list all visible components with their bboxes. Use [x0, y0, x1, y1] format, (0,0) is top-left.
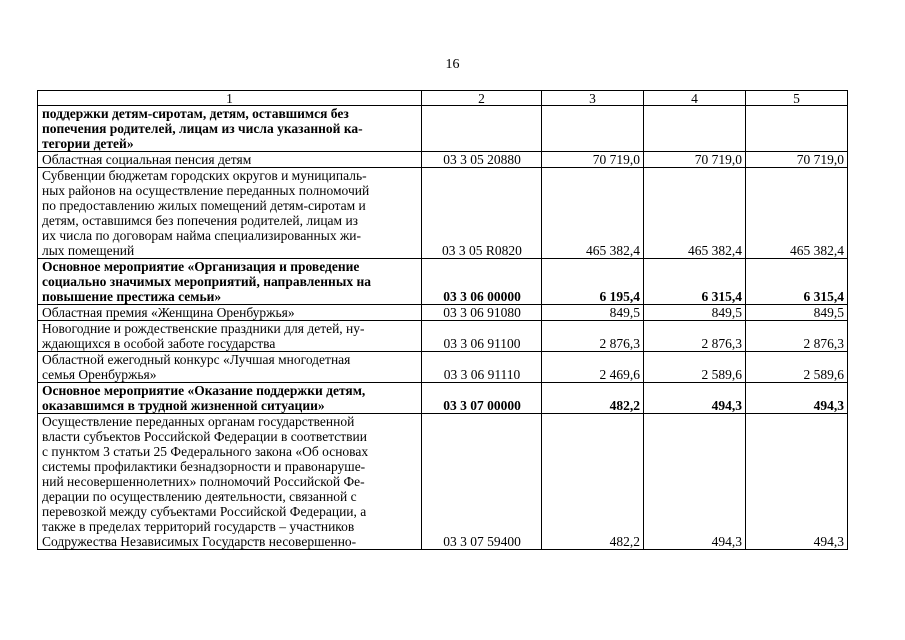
row-name: Основное мероприятие «Оказание поддержки детям, оказавшимся в трудной жизненной ситуации»	[38, 383, 422, 414]
budget-table	[37, 90, 848, 550]
header-col-2: 2	[422, 91, 542, 106]
row-value-col4: 494,3	[644, 383, 746, 414]
table-row	[38, 106, 848, 152]
row-name: Новогодние и рождественские праздники для детей, ну- ждающихся в особой заботе государства	[38, 321, 422, 352]
row-value-col5: 849,5	[746, 305, 848, 321]
row-code: 03 3 06 00000	[422, 259, 542, 305]
row-value-col4: 2 876,3	[644, 321, 746, 352]
row-code: 03 3 06 91100	[422, 321, 542, 352]
row-code: 03 3 05 R0820	[422, 168, 542, 259]
row-value-col3	[542, 106, 644, 152]
row-code: 03 3 06 91080	[422, 305, 542, 321]
header-col-4: 4	[644, 91, 746, 106]
header-col-5: 5	[746, 91, 848, 106]
table-row	[38, 259, 848, 305]
row-code: 03 3 07 00000	[422, 383, 542, 414]
row-value-col4: 6 315,4	[644, 259, 746, 305]
table-body	[38, 106, 848, 550]
row-code: 03 3 06 91110	[422, 352, 542, 383]
row-value-col4: 849,5	[644, 305, 746, 321]
table-row	[38, 305, 848, 321]
row-value-col4	[644, 106, 746, 152]
row-value-col5: 494,3	[746, 414, 848, 550]
row-value-col5: 2 876,3	[746, 321, 848, 352]
table-row	[38, 352, 848, 383]
row-value-col5	[746, 106, 848, 152]
row-code: 03 3 05 20880	[422, 152, 542, 168]
row-name: Субвенции бюджетам городских округов и муниципаль- ных районов на осуществление переданных полномочий по предоставлению жилых помещений детям-сиротам и детям, оставшимся без попечения родителей, лицам из их числа по договорам найма специализированных жи- лых помещений	[38, 168, 422, 259]
page-number: 16	[445, 57, 460, 72]
row-name: Областная социальная пенсия детям	[38, 152, 422, 168]
row-name: Областной ежегодный конкурс «Лучшая многодетная семья Оренбуржья»	[38, 352, 422, 383]
row-name: поддержки детям-сиротам, детям, оставшимся без попечения родителей, лицам из числа указанной ка- тегории детей»	[38, 106, 422, 152]
row-value-col3: 849,5	[542, 305, 644, 321]
row-value-col4: 70 719,0	[644, 152, 746, 168]
row-value-col3: 482,2	[542, 383, 644, 414]
row-value-col3: 465 382,4	[542, 168, 644, 259]
row-value-col5: 70 719,0	[746, 152, 848, 168]
row-code	[422, 106, 542, 152]
table-row	[38, 414, 848, 550]
row-value-col3: 70 719,0	[542, 152, 644, 168]
row-value-col4: 465 382,4	[644, 168, 746, 259]
row-value-col4: 494,3	[644, 414, 746, 550]
table-row	[38, 152, 848, 168]
row-value-col5: 6 315,4	[746, 259, 848, 305]
row-value-col4: 2 589,6	[644, 352, 746, 383]
row-value-col5: 494,3	[746, 383, 848, 414]
table-row	[38, 168, 848, 259]
row-value-col5: 2 589,6	[746, 352, 848, 383]
row-value-col3: 482,2	[542, 414, 644, 550]
row-value-col3: 2 469,6	[542, 352, 644, 383]
row-name: Осуществление переданных органам государственной власти субъектов Российской Федерации в соответствии с пунктом 3 статьи 25 Федерального закона «Об основах системы профилактики безнадзорности и правонаруше- ний несовершеннолетних» полномочий Российской Фе- дерации по осуществлению деятельности, связанной с перевозкой между субъектами Российской Федерации, а также в пределах территорий государств – участников Содружества Независимых Государств несовершенно-	[38, 414, 422, 550]
table-row	[38, 321, 848, 352]
row-value-col5: 465 382,4	[746, 168, 848, 259]
header-col-3: 3	[542, 91, 644, 106]
row-name: Областная премия «Женщина Оренбуржья»	[38, 305, 422, 321]
header-row	[38, 91, 848, 106]
row-value-col3: 6 195,4	[542, 259, 644, 305]
table-row	[38, 383, 848, 414]
header-col-1: 1	[38, 91, 422, 106]
row-value-col3: 2 876,3	[542, 321, 644, 352]
row-name: Основное мероприятие «Организация и проведение социально значимых мероприятий, направленных на повышение престижа семьи»	[38, 259, 422, 305]
row-code: 03 3 07 59400	[422, 414, 542, 550]
